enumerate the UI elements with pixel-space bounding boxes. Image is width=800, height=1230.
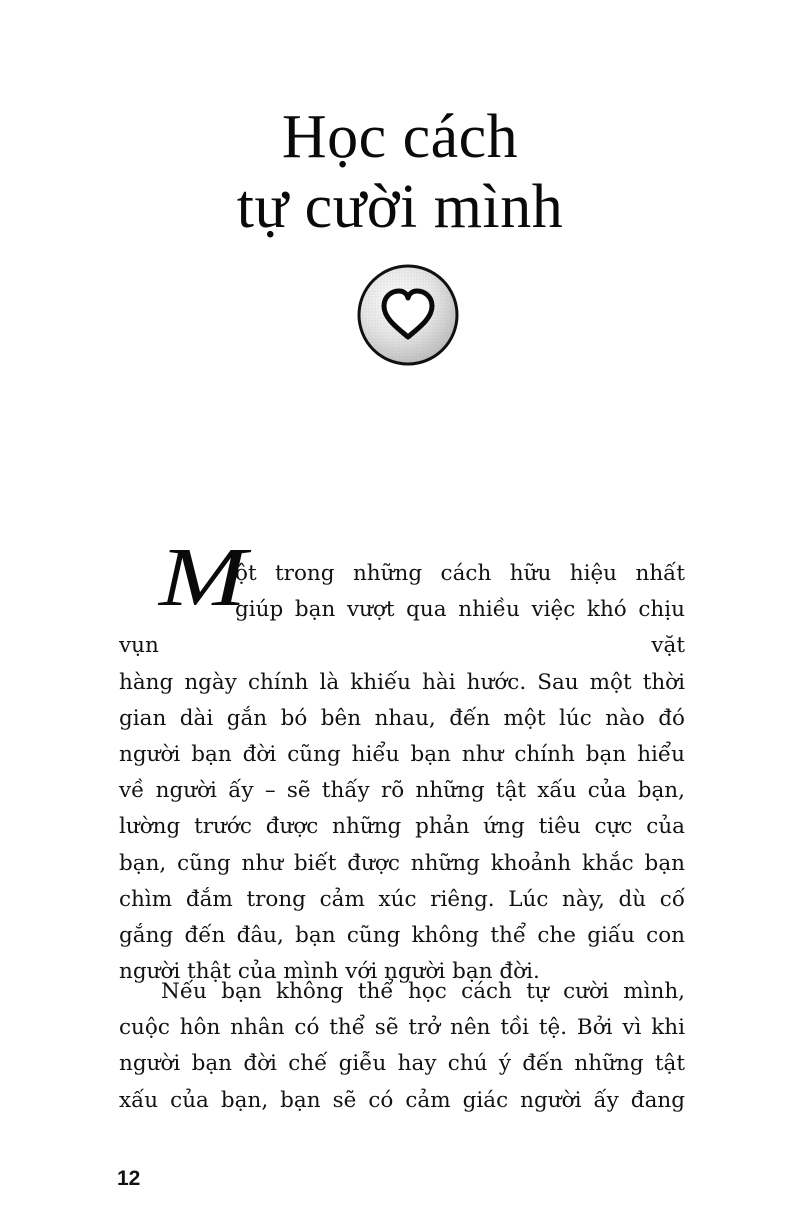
text-line: về người ấy – sẽ thấy rõ những tật xấu của bạn, — [119, 778, 685, 804]
text-line: Nếu bạn không thể học cách tự cười mình, — [161, 979, 685, 1004]
text-line: giúp bạn vượt qua nhiều việc khó chịu vụn vặt — [119, 597, 685, 659]
chapter-title-line-2: tự cười mình — [236, 173, 564, 241]
text-line: bạn, cũng như biết được những khoảnh khắc bạn — [119, 850, 685, 876]
text-line: xấu của bạn, bạn sẽ có cảm giác người ấy đang — [119, 1087, 685, 1113]
text-line: chìm đắm trong cảm xúc riêng. Lúc này, dù cố — [119, 886, 685, 912]
text-line: người thật của mình với người bạn đời. — [119, 959, 540, 985]
text-line: hàng ngày chính là khiếu hài hước. Sau một thời — [119, 669, 685, 695]
heart-icon — [356, 263, 460, 367]
drop-cap: M — [159, 531, 247, 624]
text-line: gắng đến đâu, bạn cũng không thể che giấu con — [119, 923, 685, 949]
chapter-title — [0, 102, 800, 242]
text-line: người bạn đời chế giễu hay chú ý đến những tật — [119, 1051, 685, 1077]
text-line: người bạn đời cũng hiểu bạn như chính bạn hiểu — [119, 742, 685, 768]
paragraph-1 — [119, 531, 685, 990]
text-line: gian dài gắn bó bên nhau, đến một lúc nào đó — [119, 705, 685, 731]
text-line: ột trong những cách hữu hiệu nhất — [235, 561, 685, 586]
text-line: lường trước được những phản ứng tiêu cực của — [119, 814, 685, 840]
text-line: cuộc hôn nhân có thể sẽ trở nên tồi tệ. Bởi vì khi — [119, 1015, 685, 1041]
page-number: 12 — [117, 1167, 141, 1190]
chapter-title-line-1: Học cách — [281, 103, 519, 171]
paragraph-2 — [119, 974, 685, 1119]
heart-ornament — [356, 263, 460, 367]
